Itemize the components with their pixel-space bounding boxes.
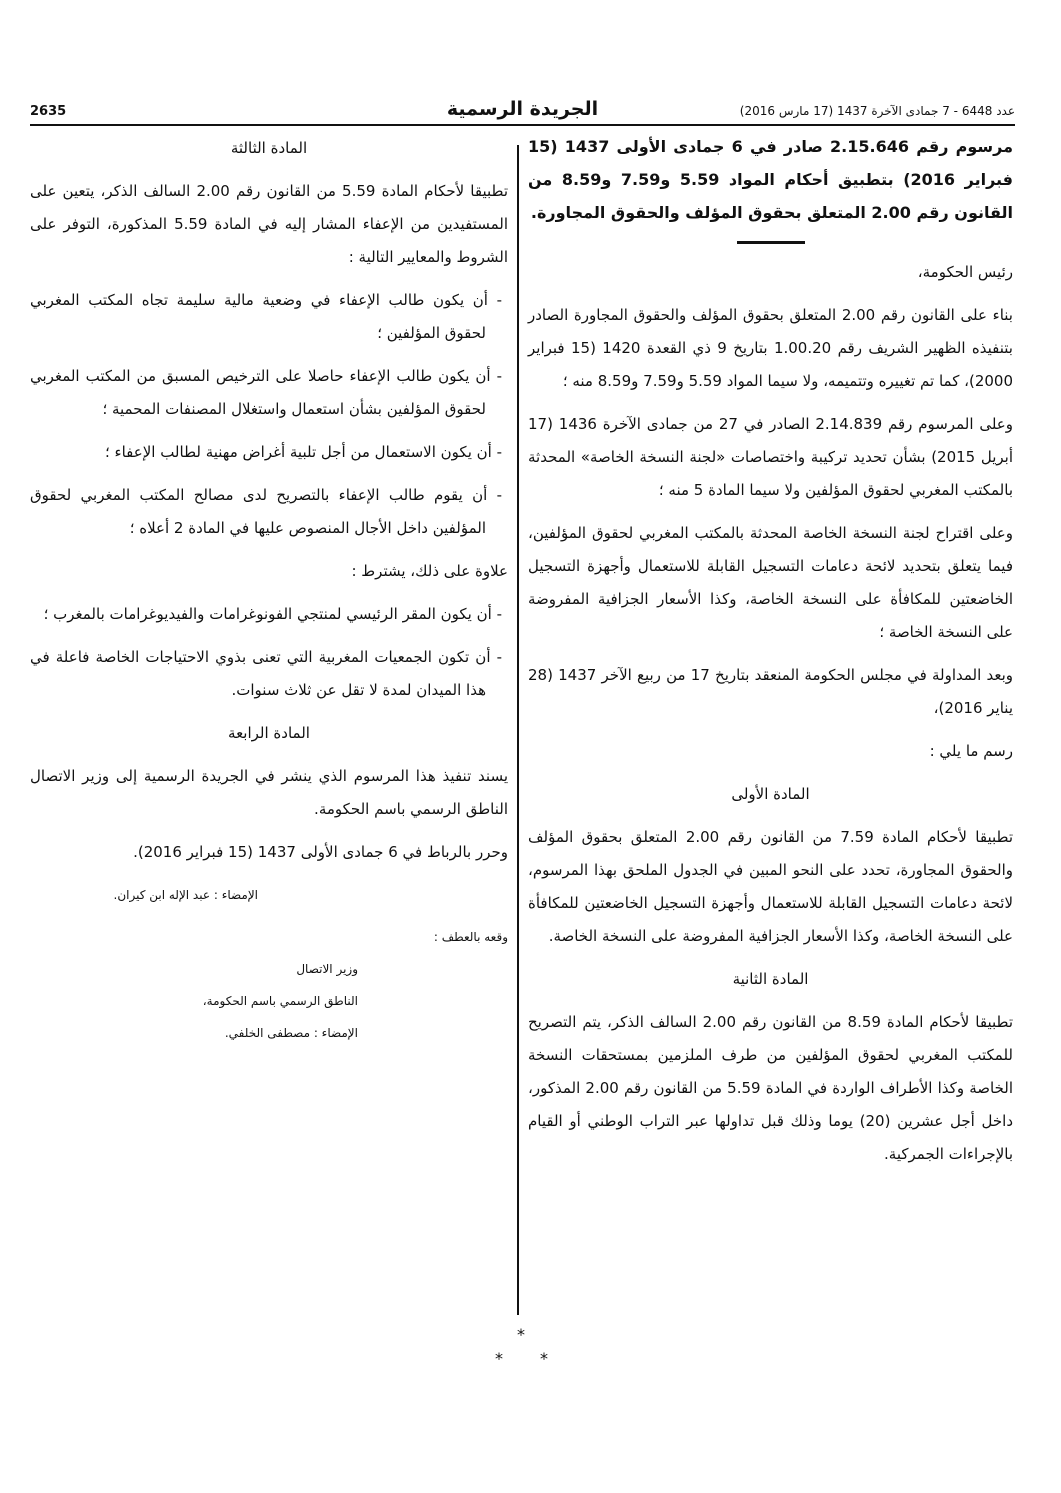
star-mark: * bbox=[540, 1349, 548, 1368]
decree-title: مرسوم رقم 2.15.646 صادر في 6 جمادى الأولى 1437 (15 فبراير 2016) بتطبيق أحكام المواد 5.59 و7.59 و8.59 من القانون رقم 2.00 المتعلق بحقوق المؤلف والحقوق المجاورة. bbox=[528, 137, 1014, 222]
preamble-paragraph-4: وبعد المداولة في مجلس الحكومة المنعقد بتاريخ 17 من ربيع الآخر 1437 (28 يناير 2016)، bbox=[528, 666, 1013, 717]
head-of-government: رئيس الحكومة، bbox=[917, 263, 1013, 281]
moreover-line: علاوة على ذلك، يشترط : bbox=[351, 562, 508, 580]
article-1-text: تطبيقا لأحكام المادة 7.59 من القانون رقم 2.00 المتعلق بحقوق المؤلف والحقوق المجاورة، تحدد على النحو المبين في الجدول الملحق بهذا المرسوم، لائحة دعامات التسجيل القابلة للاستعمال وأجهزة التسجيل الخاضعتين للمكافأة على النسخة الخاصة، وكذا الأسعار الجزافية المفروضة على النسخة الخاصة. bbox=[528, 828, 1013, 945]
extra-condition-item: - أن يكون المقر الرئيسي لمنتجي الفونوغرامات والفيديوغرامات بالمغرب ؛ bbox=[43, 605, 502, 623]
page-number: 2635 bbox=[30, 104, 67, 119]
condition-item: - أن يقوم طالب الإعفاء بالتصريح لدى مصالح المكتب المغربي لحقوق المؤلفين داخل الأجال المنصوص عليها في المادة 2 أعلاه ؛ bbox=[30, 486, 502, 537]
gazette-title: الجريدة الرسمية bbox=[446, 98, 599, 120]
preamble-paragraph-1: بناء على القانون رقم 2.00 المتعلق بحقوق المؤلف والحقوق المجاورة الصادر بتنفيذه الظهير الشريف رقم 1.00.20 بتاريخ 9 ذي القعدة 1420 (15 فبراير 2000)، كما تم تغييره وتتميمه، ولا سيما المواد 5.59 و7.59 و8.59 منه ؛ bbox=[528, 306, 1013, 390]
countersigned-label: وقعه بالعطف : bbox=[433, 930, 508, 944]
signature-prime-minister: الإمضاء : عبد الإله ابن كيران. bbox=[113, 888, 258, 902]
extra-condition-item: - أن تكون الجمعيات المغربية التي تعنى بذوي الاحتياجات الخاصة فاعلة في هذا الميدان لمدة لا تقل عن ثلاث سنوات. bbox=[30, 648, 502, 699]
preamble-paragraph-2: وعلى المرسوم رقم 2.14.839 الصادر في 27 من جمادى الآخرة 1436 (17 أبريل 2015) بشأن تحديد تركيبة واختصاصات «لجنة النسخة الخاصة» المحدثة بالمكتب المغربي لحقوق المؤلفين ولا سيما المادة 5 منه ؛ bbox=[528, 415, 1013, 499]
page-header bbox=[30, 98, 1015, 126]
title-separator bbox=[737, 241, 805, 244]
done-at-line: وحرر بالرباط في 6 جمادى الأولى 1437 (15 فبراير 2016). bbox=[133, 843, 508, 861]
article-1-heading: المادة الأولى bbox=[731, 785, 810, 803]
issue-info: عدد 6448 - 7 جمادى الآخرة 1437 (17 مارس 2016) bbox=[739, 104, 1015, 118]
condition-item: - أن يكون طالب الإعفاء في وضعية مالية سليمة تجاه المكتب المغربي لحقوق المؤلفين ؛ bbox=[30, 291, 502, 342]
decrees-line: رسم ما يلي : bbox=[929, 742, 1013, 760]
left-column bbox=[30, 130, 508, 1051]
minister-title-line-2: الناطق الرسمي باسم الحكومة، bbox=[202, 994, 358, 1008]
minister-title-line-1: وزير الاتصال bbox=[296, 962, 358, 976]
column-divider bbox=[517, 145, 519, 1315]
star-mark: * bbox=[495, 1349, 503, 1368]
condition-item: - أن يكون الاستعمال من أجل تلبية أغراض مهنية لطالب الإعفاء ؛ bbox=[105, 443, 502, 461]
article-3-intro: تطبيقا لأحكام المادة 5.59 من القانون رقم 2.00 السالف الذكر، يتعين على المستفيدين من الإعفاء المشار إليه في المادة 5.59 المذكورة، التوفر على الشروط والمعايير التالية : bbox=[30, 182, 508, 266]
right-column bbox=[528, 130, 1013, 1181]
condition-item: - أن يكون طالب الإعفاء حاصلا على الترخيص المسبق من المكتب المغربي لحقوق المؤلفين بشأن استعمال واستغلال المصنفات المحمية ؛ bbox=[30, 367, 502, 418]
preamble-paragraph-3: وعلى اقتراح لجنة النسخة الخاصة المحدثة بالمكتب المغربي لحقوق المؤلفين، فيما يتعلق بتحديد لائحة دعامات التسجيل القابلة للاستعمال وأجهزة التسجيل الخاضعتين للمكافأة على النسخة الخاصة، وكذا الأسعار الجزافية المفروضة على النسخة الخاصة ؛ bbox=[528, 524, 1013, 641]
star-mark: * bbox=[517, 1325, 525, 1344]
article-3-heading: المادة الثالثة bbox=[230, 139, 308, 157]
minister-signature: الإمضاء : مصطفى الخلفي. bbox=[224, 1026, 358, 1040]
article-4-text: يسند تنفيذ هذا المرسوم الذي ينشر في الجريدة الرسمية إلى وزير الاتصال الناطق الرسمي باسم الحكومة. bbox=[30, 767, 508, 818]
article-2-text: تطبيقا لأحكام المادة 8.59 من القانون رقم 2.00 السالف الذكر، يتم التصريح للمكتب المغربي لحقوق المؤلفين من طرف الملزمين بمستحقات النسخة الخاصة وكذا الأطراف الواردة في المادة 5.59 من القانون رقم 2.00 المذكور، داخل أجل عشرين (20) يوما وذلك قبل تداولها عبر التراب الوطني أو القيام بالإجراءات الجمركية. bbox=[528, 1013, 1014, 1163]
article-4-heading: المادة الرابعة bbox=[228, 724, 310, 742]
article-2-heading: المادة الثانية bbox=[732, 970, 809, 988]
end-stars bbox=[470, 1325, 580, 1375]
